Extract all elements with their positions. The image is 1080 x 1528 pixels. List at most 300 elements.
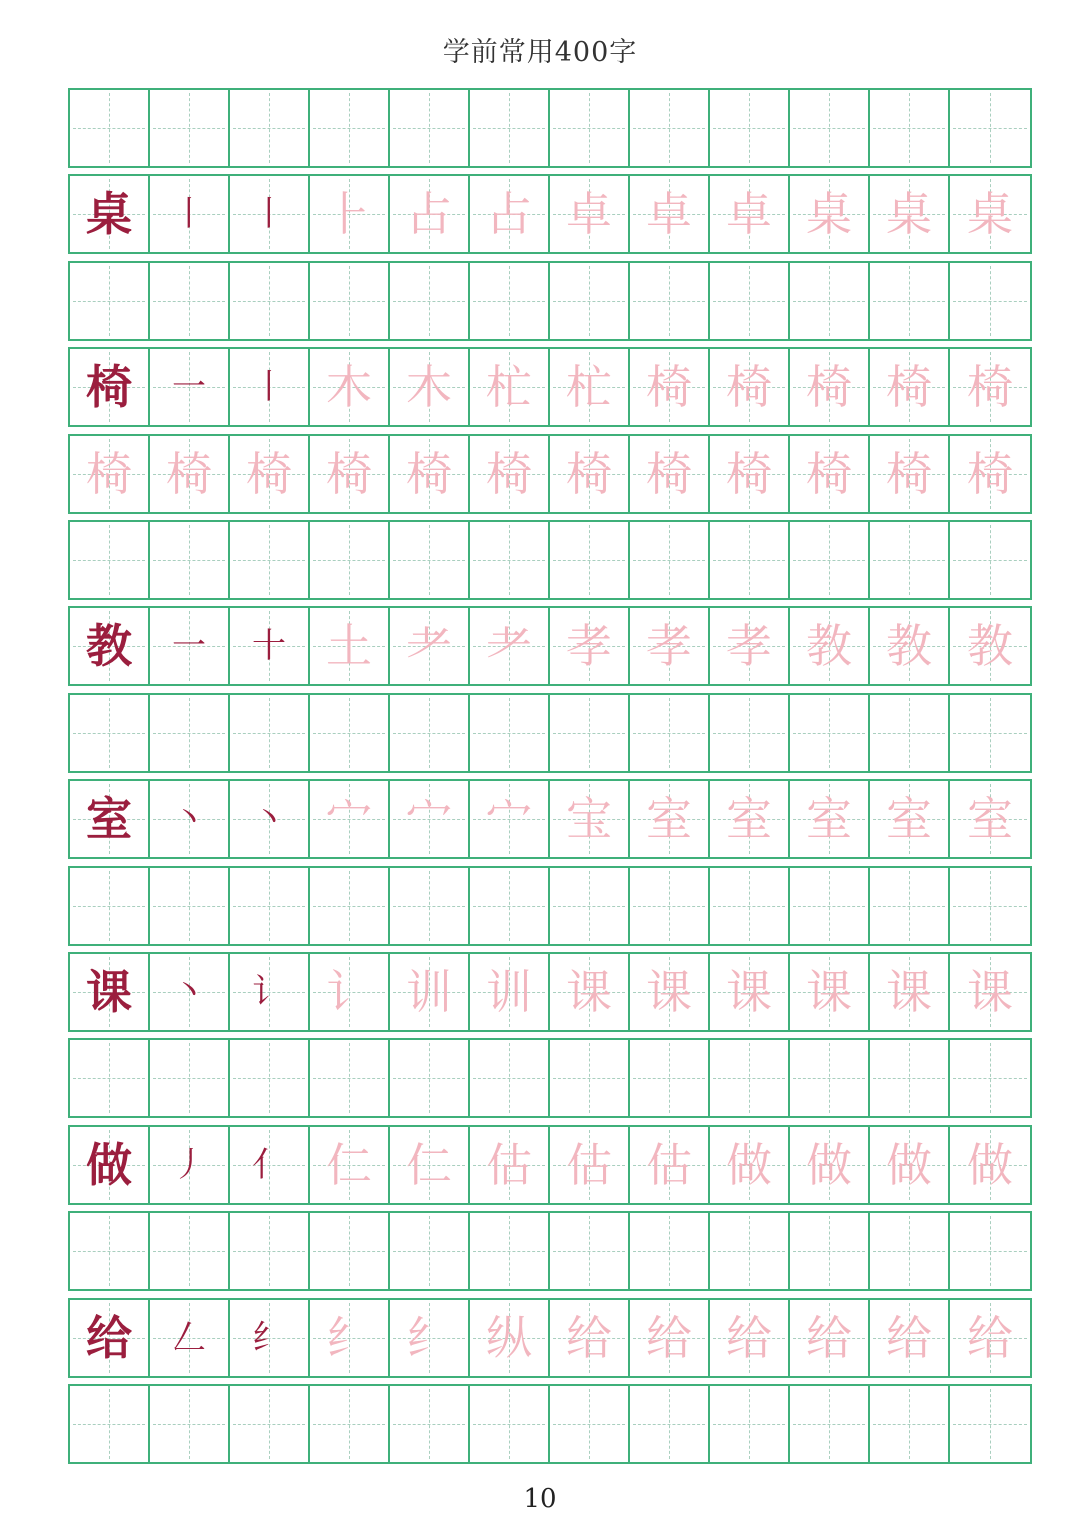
character-glyph: 孝 — [726, 619, 772, 673]
model-character-cell — [70, 608, 150, 684]
character-glyph: 一 — [172, 367, 206, 407]
character-glyph: 课 — [886, 965, 932, 1019]
character-glyph: 土 — [326, 619, 372, 673]
character-glyph: 教 — [806, 619, 852, 673]
character-glyph: 估 — [486, 1138, 532, 1192]
trace-character-cell — [710, 436, 790, 512]
trace-character-cell — [950, 781, 1030, 857]
empty-writing-cell — [150, 90, 230, 166]
empty-writing-cell — [390, 1386, 470, 1462]
trace-character-cell — [470, 954, 550, 1030]
trace-character-cell — [630, 349, 710, 425]
trace-character-cell — [310, 1127, 390, 1203]
empty-writing-cell — [710, 868, 790, 944]
character-glyph: 椅 — [86, 360, 132, 414]
trace-character-cell — [230, 436, 310, 512]
character-glyph: 丶 — [172, 972, 206, 1012]
empty-writing-cell — [470, 695, 550, 771]
character-glyph: 教 — [967, 619, 1013, 673]
model-character-cell — [70, 954, 150, 1030]
trace-character-cell — [550, 781, 630, 857]
empty-writing-cell — [310, 1213, 390, 1289]
character-glyph: 丶 — [252, 799, 286, 839]
trace-character-cell — [870, 954, 950, 1030]
empty-writing-cell — [630, 868, 710, 944]
stroke-order-cell — [150, 349, 230, 425]
character-glyph: 椅 — [166, 447, 212, 501]
character-glyph: 丨 — [252, 194, 286, 234]
stroke-order-cell — [150, 608, 230, 684]
empty-writing-cell — [390, 695, 470, 771]
trace-character-cell — [790, 436, 870, 512]
trace-character-cell — [710, 954, 790, 1030]
empty-writing-cell — [150, 522, 230, 598]
trace-character-cell — [870, 608, 950, 684]
trace-character-cell — [870, 176, 950, 252]
character-glyph: 估 — [566, 1138, 612, 1192]
empty-writing-cell — [390, 90, 470, 166]
character-glyph: 椅 — [86, 447, 132, 501]
page-title: 学前常用400字 — [442, 37, 638, 68]
character-glyph: 宝 — [566, 792, 612, 846]
empty-writing-cell — [790, 522, 870, 598]
stroke-order-cell — [150, 781, 230, 857]
trace-character-cell — [550, 1300, 630, 1376]
trace-character-cell — [310, 954, 390, 1030]
empty-writing-cell — [150, 868, 230, 944]
trace-character-cell — [390, 436, 470, 512]
trace-character-cell — [470, 436, 550, 512]
empty-writing-cell — [310, 1040, 390, 1116]
empty-writing-cell — [630, 1213, 710, 1289]
empty-writing-cell — [550, 868, 630, 944]
character-glyph: 十 — [252, 626, 286, 666]
empty-writing-cell — [550, 1040, 630, 1116]
character-glyph: 仁 — [406, 1138, 452, 1192]
trace-character-cell — [710, 349, 790, 425]
character-glyph: 木 — [406, 360, 452, 414]
trace-character-cell — [470, 1127, 550, 1203]
character-glyph: 纟 — [406, 1311, 452, 1365]
empty-writing-cell — [870, 1040, 950, 1116]
empty-writing-cell — [550, 263, 630, 339]
character-glyph: 卓 — [646, 187, 692, 241]
trace-character-cell — [630, 176, 710, 252]
empty-writing-cell — [950, 1040, 1030, 1116]
character-glyph: 椅 — [406, 447, 452, 501]
empty-writing-cell — [710, 263, 790, 339]
trace-character-cell — [710, 781, 790, 857]
trace-character-cell — [550, 954, 630, 1030]
blank-practice-row — [68, 693, 1032, 773]
trace-character-cell — [470, 176, 550, 252]
model-character-cell — [70, 1127, 150, 1203]
character-glyph: 讠 — [252, 972, 286, 1012]
character-glyph: 做 — [886, 1138, 932, 1192]
character-glyph: 丨 — [252, 367, 286, 407]
trace-character-cell — [790, 781, 870, 857]
empty-writing-cell — [630, 1040, 710, 1116]
empty-writing-cell — [230, 1213, 310, 1289]
character-practice-row — [68, 779, 1032, 859]
trace-character-cell — [310, 781, 390, 857]
empty-writing-cell — [470, 868, 550, 944]
trace-character-cell — [710, 1127, 790, 1203]
character-glyph: 丶 — [172, 799, 206, 839]
trace-character-cell — [390, 176, 470, 252]
trace-character-cell — [390, 781, 470, 857]
empty-writing-cell — [790, 1386, 870, 1462]
trace-character-cell — [870, 1127, 950, 1203]
empty-writing-cell — [390, 868, 470, 944]
trace-character-cell — [630, 436, 710, 512]
empty-writing-cell — [550, 522, 630, 598]
character-practice-row — [68, 174, 1032, 254]
empty-writing-cell — [710, 1386, 790, 1462]
empty-writing-cell — [310, 695, 390, 771]
empty-writing-cell — [390, 1040, 470, 1116]
character-glyph: 给 — [566, 1311, 612, 1365]
empty-writing-cell — [950, 1386, 1030, 1462]
character-glyph: 课 — [726, 965, 772, 1019]
empty-writing-cell — [550, 90, 630, 166]
trace-character-cell — [470, 1300, 550, 1376]
character-glyph: 耂 — [486, 619, 532, 673]
character-glyph: 卓 — [566, 187, 612, 241]
stroke-order-cell — [230, 954, 310, 1030]
character-glyph: 做 — [726, 1138, 772, 1192]
stroke-order-cell — [150, 1127, 230, 1203]
empty-writing-cell — [790, 695, 870, 771]
character-glyph: 耂 — [406, 619, 452, 673]
character-glyph: 孝 — [566, 619, 612, 673]
trace-character-cell — [790, 954, 870, 1030]
empty-writing-cell — [390, 1213, 470, 1289]
empty-writing-cell — [550, 695, 630, 771]
empty-writing-cell — [790, 90, 870, 166]
empty-writing-cell — [550, 1213, 630, 1289]
stroke-order-cell — [150, 176, 230, 252]
page-number: 10 — [523, 1484, 557, 1514]
trace-character-cell — [390, 608, 470, 684]
blank-practice-row — [68, 261, 1032, 341]
trace-character-cell — [150, 436, 230, 512]
trace-character-cell — [390, 954, 470, 1030]
trace-character-cell — [470, 349, 550, 425]
empty-writing-cell — [390, 263, 470, 339]
empty-writing-cell — [70, 1213, 150, 1289]
character-glyph: 椅 — [806, 447, 852, 501]
blank-practice-row — [68, 88, 1032, 168]
trace-character-cell — [790, 176, 870, 252]
empty-writing-cell — [470, 90, 550, 166]
stroke-order-cell — [230, 608, 310, 684]
character-glyph: 椅 — [886, 447, 932, 501]
blank-practice-row — [68, 1384, 1032, 1464]
character-practice-row — [68, 1125, 1032, 1205]
empty-writing-cell — [950, 263, 1030, 339]
empty-writing-cell — [150, 695, 230, 771]
trace-character-cell — [950, 1300, 1030, 1376]
character-glyph: 给 — [646, 1311, 692, 1365]
model-character-cell — [70, 781, 150, 857]
character-glyph: 椅 — [886, 360, 932, 414]
blank-practice-row — [68, 1038, 1032, 1118]
character-glyph: 椅 — [246, 447, 292, 501]
character-glyph: 室 — [726, 792, 772, 846]
character-glyph: 纟 — [326, 1311, 372, 1365]
character-glyph: 椅 — [726, 447, 772, 501]
blank-practice-row — [68, 520, 1032, 600]
character-glyph: 丿 — [172, 1145, 206, 1185]
trace-character-cell — [310, 1300, 390, 1376]
trace-character-cell — [950, 1127, 1030, 1203]
trace-character-cell — [550, 349, 630, 425]
character-glyph: 椅 — [646, 360, 692, 414]
trace-character-cell — [710, 1300, 790, 1376]
trace-character-cell — [790, 1127, 870, 1203]
trace-character-cell — [630, 781, 710, 857]
trace-character-cell — [950, 436, 1030, 512]
empty-writing-cell — [630, 695, 710, 771]
empty-writing-cell — [310, 868, 390, 944]
empty-writing-cell — [870, 90, 950, 166]
model-character-cell — [70, 176, 150, 252]
empty-writing-cell — [310, 1386, 390, 1462]
character-glyph: 教 — [886, 619, 932, 673]
character-practice-row — [68, 952, 1032, 1032]
trace-character-cell — [630, 954, 710, 1030]
character-glyph: 训 — [486, 965, 532, 1019]
empty-writing-cell — [230, 868, 310, 944]
character-glyph: 桌 — [967, 187, 1013, 241]
empty-writing-cell — [70, 1386, 150, 1462]
trace-character-cell — [790, 608, 870, 684]
trace-character-cell — [870, 349, 950, 425]
character-glyph: 室 — [806, 792, 852, 846]
trace-character-cell — [310, 436, 390, 512]
trace-character-cell — [630, 608, 710, 684]
character-glyph: 室 — [967, 792, 1013, 846]
empty-writing-cell — [150, 1213, 230, 1289]
character-glyph: 纵 — [486, 1311, 532, 1365]
empty-writing-cell — [630, 90, 710, 166]
trace-character-cell — [630, 1127, 710, 1203]
trace-character-cell — [550, 608, 630, 684]
empty-writing-cell — [230, 263, 310, 339]
character-glyph: ⺊ — [326, 187, 372, 241]
empty-writing-cell — [870, 695, 950, 771]
empty-writing-cell — [70, 263, 150, 339]
empty-writing-cell — [950, 868, 1030, 944]
character-glyph: 课 — [967, 965, 1013, 1019]
character-glyph: 做 — [967, 1138, 1013, 1192]
trace-character-cell — [870, 436, 950, 512]
character-glyph: 给 — [86, 1311, 132, 1365]
empty-writing-cell — [70, 1040, 150, 1116]
empty-writing-cell — [150, 263, 230, 339]
character-glyph: 孝 — [646, 619, 692, 673]
character-glyph: 讠 — [326, 965, 372, 1019]
character-glyph: 室 — [646, 792, 692, 846]
trace-character-cell — [790, 349, 870, 425]
blank-practice-row — [68, 1211, 1032, 1291]
empty-writing-cell — [790, 1213, 870, 1289]
empty-writing-cell — [950, 695, 1030, 771]
character-glyph: 给 — [886, 1311, 932, 1365]
character-glyph: 宀 — [326, 792, 372, 846]
character-glyph: 椅 — [566, 447, 612, 501]
character-glyph: 亻 — [252, 1145, 286, 1185]
character-glyph: 丨 — [172, 194, 206, 234]
empty-writing-cell — [70, 868, 150, 944]
stroke-order-cell — [230, 349, 310, 425]
character-glyph: 椅 — [967, 360, 1013, 414]
character-glyph: 训 — [406, 965, 452, 1019]
empty-writing-cell — [870, 868, 950, 944]
trace-character-cell — [790, 1300, 870, 1376]
character-glyph: 室 — [86, 792, 132, 846]
empty-writing-cell — [150, 1040, 230, 1116]
character-glyph: 椅 — [486, 447, 532, 501]
character-glyph: 占 — [486, 187, 532, 241]
empty-writing-cell — [230, 1040, 310, 1116]
character-glyph: 做 — [86, 1138, 132, 1192]
trace-character-cell — [550, 436, 630, 512]
character-glyph: 教 — [86, 619, 132, 673]
character-glyph: 椅 — [726, 360, 772, 414]
empty-writing-cell — [710, 1040, 790, 1116]
empty-writing-cell — [470, 263, 550, 339]
character-glyph: 椅 — [646, 447, 692, 501]
trace-character-cell — [950, 954, 1030, 1030]
empty-writing-cell — [630, 1386, 710, 1462]
character-glyph: 估 — [646, 1138, 692, 1192]
trace-character-cell — [470, 781, 550, 857]
character-glyph: 给 — [967, 1311, 1013, 1365]
empty-writing-cell — [870, 522, 950, 598]
trace-character-cell — [470, 608, 550, 684]
empty-writing-cell — [470, 522, 550, 598]
trace-character-cell — [710, 176, 790, 252]
character-glyph: 卓 — [726, 187, 772, 241]
trace-character-cell — [950, 176, 1030, 252]
empty-writing-cell — [70, 90, 150, 166]
empty-writing-cell — [790, 263, 870, 339]
character-glyph: 椅 — [806, 360, 852, 414]
empty-writing-cell — [710, 695, 790, 771]
character-practice-row — [68, 606, 1032, 686]
stroke-order-cell — [150, 1300, 230, 1376]
character-glyph: 给 — [726, 1311, 772, 1365]
stroke-order-cell — [150, 954, 230, 1030]
empty-writing-cell — [230, 90, 310, 166]
trace-character-cell — [70, 436, 150, 512]
trace-character-cell — [390, 1127, 470, 1203]
empty-writing-cell — [630, 263, 710, 339]
model-character-cell — [70, 1300, 150, 1376]
trace-character-cell — [550, 1127, 630, 1203]
character-glyph: 杧 — [566, 360, 612, 414]
empty-writing-cell — [950, 90, 1030, 166]
trace-character-cell — [870, 1300, 950, 1376]
model-character-cell — [70, 349, 150, 425]
empty-writing-cell — [710, 1213, 790, 1289]
character-glyph: 课 — [806, 965, 852, 1019]
trace-character-cell — [870, 781, 950, 857]
empty-writing-cell — [790, 868, 870, 944]
character-glyph: 桌 — [86, 187, 132, 241]
empty-writing-cell — [710, 90, 790, 166]
character-glyph: 课 — [566, 965, 612, 1019]
empty-writing-cell — [230, 522, 310, 598]
character-glyph: 桌 — [806, 187, 852, 241]
blank-practice-row — [68, 866, 1032, 946]
empty-writing-cell — [310, 263, 390, 339]
empty-writing-cell — [150, 1386, 230, 1462]
character-glyph: 做 — [806, 1138, 852, 1192]
character-glyph: 椅 — [967, 447, 1013, 501]
empty-writing-cell — [230, 695, 310, 771]
stroke-order-cell — [230, 781, 310, 857]
trace-character-cell — [950, 349, 1030, 425]
stroke-order-cell — [230, 1127, 310, 1203]
character-practice-row — [68, 434, 1032, 514]
character-glyph: 木 — [326, 360, 372, 414]
empty-writing-cell — [310, 90, 390, 166]
empty-writing-cell — [790, 1040, 870, 1116]
trace-character-cell — [310, 349, 390, 425]
empty-writing-cell — [550, 1386, 630, 1462]
character-glyph: 宀 — [486, 792, 532, 846]
trace-character-cell — [710, 608, 790, 684]
empty-writing-cell — [870, 1386, 950, 1462]
empty-writing-cell — [870, 263, 950, 339]
character-glyph: 纟 — [252, 1318, 286, 1358]
trace-character-cell — [630, 1300, 710, 1376]
empty-writing-cell — [230, 1386, 310, 1462]
character-practice-row — [68, 1298, 1032, 1378]
trace-character-cell — [390, 349, 470, 425]
character-glyph: 一 — [172, 626, 206, 666]
trace-character-cell — [310, 608, 390, 684]
empty-writing-cell — [470, 1386, 550, 1462]
empty-writing-cell — [870, 1213, 950, 1289]
character-glyph: 室 — [886, 792, 932, 846]
stroke-order-cell — [230, 176, 310, 252]
character-glyph: 给 — [806, 1311, 852, 1365]
trace-character-cell — [310, 176, 390, 252]
empty-writing-cell — [710, 522, 790, 598]
character-glyph: 椅 — [326, 447, 372, 501]
empty-writing-cell — [70, 522, 150, 598]
empty-writing-cell — [310, 522, 390, 598]
empty-writing-cell — [950, 1213, 1030, 1289]
trace-character-cell — [950, 608, 1030, 684]
empty-writing-cell — [630, 522, 710, 598]
character-glyph: 占 — [406, 187, 452, 241]
character-glyph: 𠃋 — [172, 1318, 206, 1358]
empty-writing-cell — [470, 1213, 550, 1289]
empty-writing-cell — [70, 695, 150, 771]
trace-character-cell — [390, 1300, 470, 1376]
character-glyph: 宀 — [406, 792, 452, 846]
empty-writing-cell — [390, 522, 470, 598]
character-glyph: 课 — [646, 965, 692, 1019]
character-glyph: 桌 — [886, 187, 932, 241]
character-glyph: 课 — [86, 965, 132, 1019]
empty-writing-cell — [950, 522, 1030, 598]
